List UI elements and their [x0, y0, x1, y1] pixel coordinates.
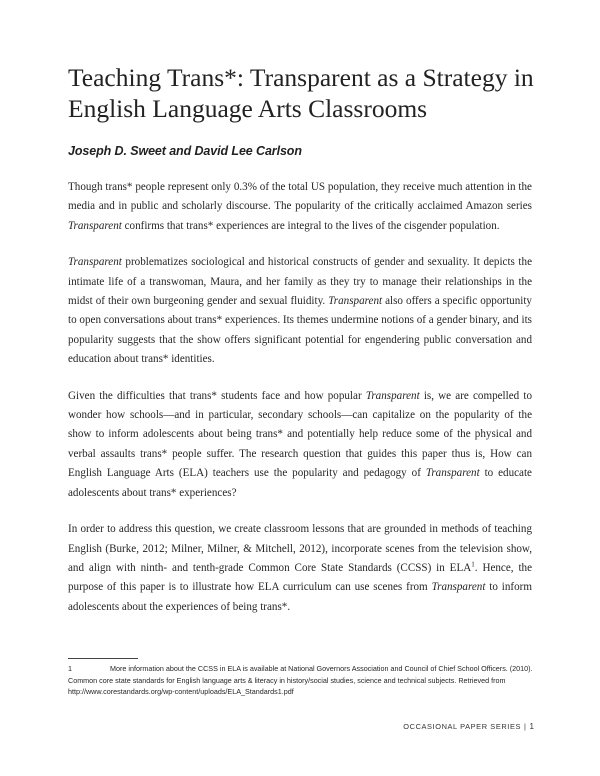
paragraph-2-text-a: problematizes sociological and historical constructs of gender and sexuality. It depicts the intimate life of a transwoman, Maura, and her family as they try to manage their relationships in the midst of their own burgeoning gender and sexual fluidity. — [68, 256, 532, 308]
paragraph-1 — [68, 178, 532, 236]
paragraph-3-text-a: Given the difficulties that trans* students face and how popular — [68, 389, 366, 402]
paragraph-4-text-b: . Hence, the purpose of this paper is to illustrate how ELA curriculum can use scenes from — [68, 561, 532, 594]
footnote — [68, 663, 534, 698]
show-title: Transparent — [68, 256, 122, 269]
paragraph-1-text-a: Though trans* people represent only 0.3% of the total US population, they receive much attention in the media and in public and scholarly discourse. The popularity of the critically acclaimed Amazon series — [68, 181, 532, 213]
footnote-number: 1 — [68, 664, 72, 673]
paragraph-1-text-b: confirms that trans* experiences are integral to the lives of the cisgender population. — [121, 219, 500, 232]
paragraph-2-text-b: also offers a specific opportunity to open conversations about trans* experiences. Its themes undermine notions of a gender binary, and its popularity suggests that the show offers significant potential for engendering public conversation and education about trans* identities. — [68, 295, 532, 366]
paragraph-3-text-c: to educate adolescents about trans* experiences? — [68, 467, 532, 499]
footer-separator: | — [524, 722, 527, 731]
show-title: Transparent — [431, 581, 486, 594]
series-name: OCCASIONAL PAPER SERIES — [403, 722, 522, 731]
footnote-divider — [68, 658, 138, 659]
show-title: Transparent — [425, 467, 480, 480]
article-authors: Joseph D. Sweet and David Lee Carlson — [68, 144, 302, 158]
paragraph-4-text-c: to inform adolescents about the experiences of being trans*. — [68, 581, 532, 613]
running-footer — [403, 722, 534, 731]
article-title: Teaching Trans*: Transparent as a Strategy in English Language Arts Classrooms — [68, 63, 534, 123]
show-title: Transparent — [365, 389, 420, 402]
article-body — [68, 178, 532, 634]
footnote-reference[interactable]: 1 — [471, 560, 475, 569]
show-title: Transparent — [68, 219, 122, 232]
page-number: 1 — [529, 722, 534, 731]
paragraph-4 — [68, 520, 532, 617]
paragraph-4-text-a: In order to address this question, we create classroom lessons that are grounded in methods of teaching English (Burke, 2012; Milner, Milner, & Mitchell, 2012), incorporate scenes from the television show, and align with ninth- and tenth-grade Common Core State Standards (CCSS) in ELA — [68, 523, 532, 574]
paragraph-3-text-b: is, we are compelled to wonder how schools—and in particular, secondary schools—can capitalize on the popularity of the show to inform adolescents about being trans* and potentially help reduce some of the physical and verbal assaults trans* people suffer. The research question that guides this paper thus is, How can English Language Arts (ELA) teachers use the popularity and pedagogy of — [68, 389, 532, 480]
footnote-text: More information about the CCSS in ELA is available at National Governors Association and Council of Chief School Officers. (2010). Common core state standards for English language arts & literacy in history/social studies, science and technical subjects. Retrieved from http://www.corestandards.org/wp-content/uploads/ELA_Standards1.pdf — [68, 664, 533, 697]
show-title: Transparent — [328, 295, 383, 308]
paragraph-3 — [68, 387, 532, 503]
paragraph-2 — [68, 253, 532, 369]
